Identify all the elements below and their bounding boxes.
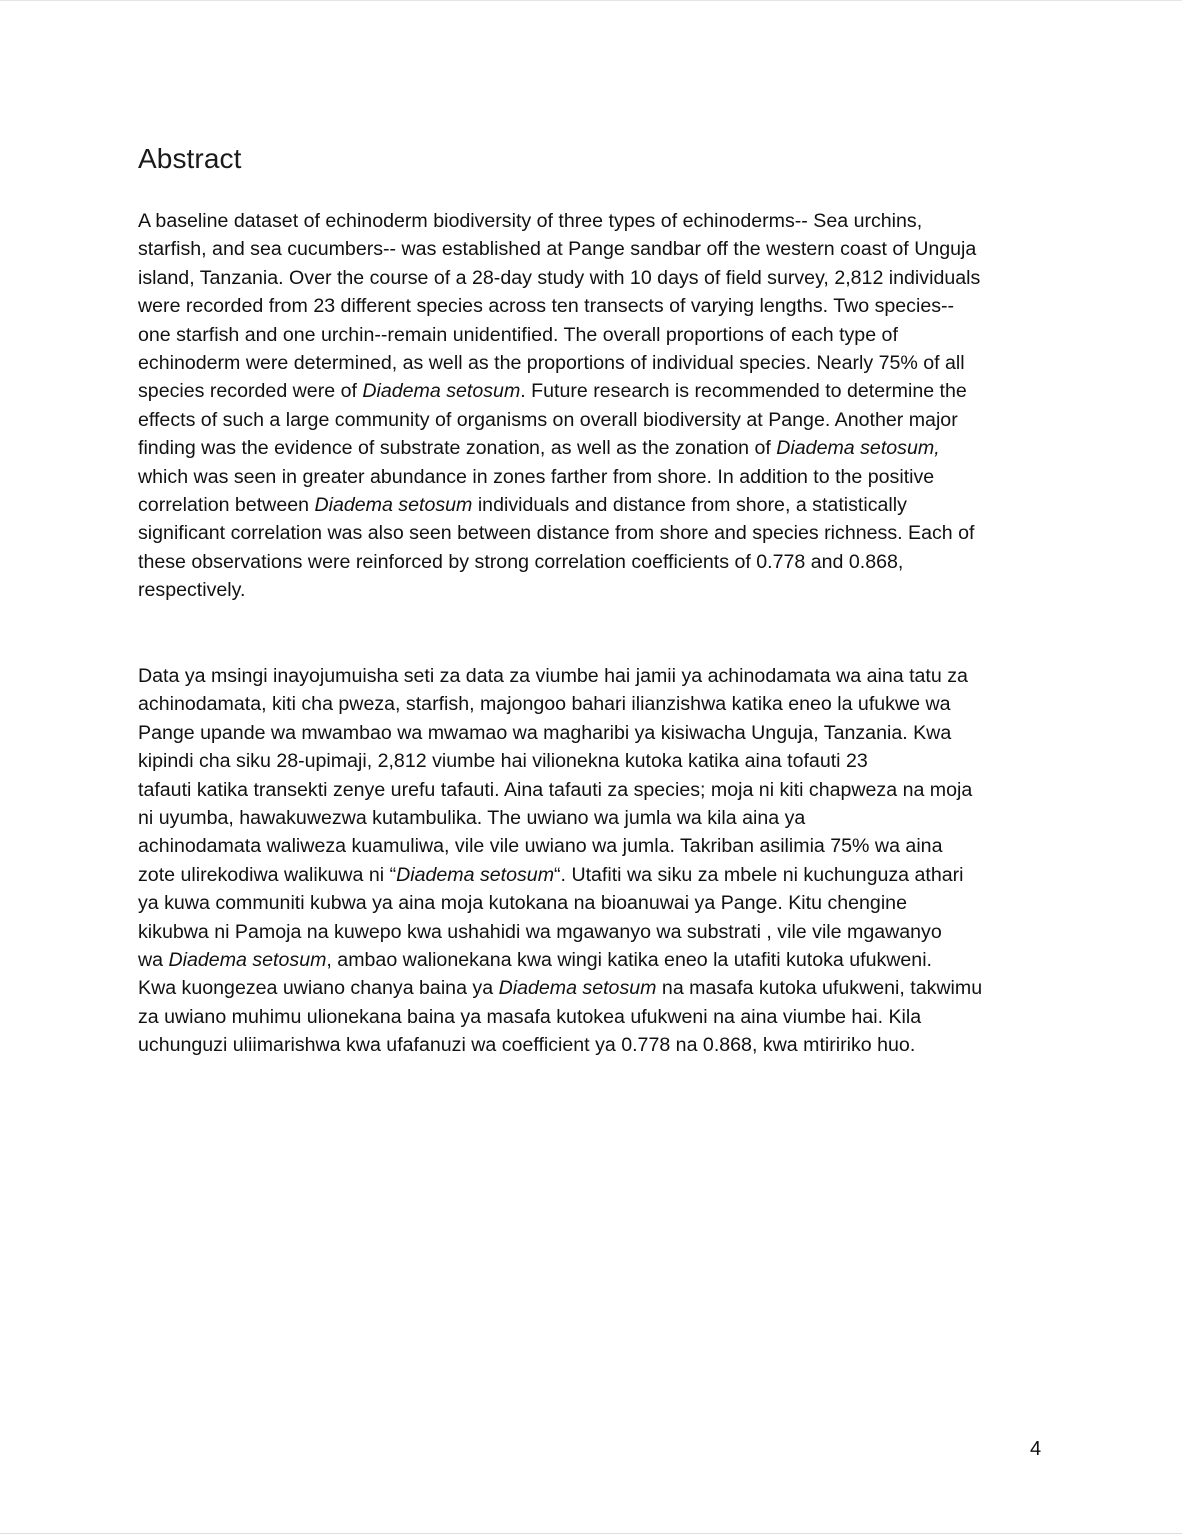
text-run: species recorded were of — [138, 380, 363, 403]
paragraph-line — [138, 434, 1053, 462]
text-run: . Future research is recommended to determine the — [520, 380, 967, 403]
text-run: respectively. — [138, 579, 246, 602]
text-run: echinoderm were determined, as well as the proportions of individual species. Nearly 75% of all — [138, 351, 965, 374]
paragraph-line — [138, 804, 1053, 832]
text-run: Kwa kuongezea uwiano chanya baina ya — [138, 977, 499, 1000]
text-run: finding was the evidence of substrate zonation, as well as the zonation of — [138, 437, 777, 460]
text-run: wa — [138, 948, 169, 971]
paragraph-line — [138, 861, 1053, 889]
paragraph-line — [138, 207, 1053, 235]
text-run: were recorded from 23 different species across ten transects of varying lengths. Two species-- — [138, 295, 955, 318]
text-run: uchunguzi uliimarishwa kwa ufafanuzi wa coefficient ya 0.778 na 0.868, kwa mtiririko huo. — [138, 1034, 916, 1057]
text-run: na masafa kutoka ufukweni, takwimu — [656, 977, 983, 1000]
paragraph-line — [138, 377, 1053, 405]
paragraph-line — [138, 889, 1053, 917]
text-run: kikubwa ni Pamoja na kuwepo kwa ushahidi wa mgawanyo wa substrati , vile vile mgawanyo — [138, 920, 942, 943]
paragraph-line — [138, 576, 1053, 604]
text-run: individuals and distance from shore, a statistically — [472, 493, 907, 516]
text-run: ya kuwa communiti kubwa ya aina moja kutokana na bioanuwai ya Pange. Kitu chengine — [138, 892, 907, 915]
text-run: tafauti katika transekti zenye urefu tafauti. Aina tafauti za species; moja ni kiti chapweza na moja — [138, 778, 973, 801]
italic-species-name: Diadema setosum — [362, 380, 521, 403]
paragraph-line — [138, 491, 1053, 519]
text-run: zote ulirekodiwa walikuwa ni “ — [138, 863, 397, 886]
swahili-abstract-paragraph — [138, 662, 1053, 1059]
paragraph-line — [138, 292, 1053, 320]
paragraph-line — [138, 1031, 1053, 1059]
text-run: achinodamata waliweza kuamuliwa, vile vile uwiano wa jumla. Takriban asilimia 75% wa aina — [138, 835, 943, 858]
italic-species-name: Diadema setosum, — [776, 437, 940, 460]
abstract-heading: Abstract — [138, 143, 242, 174]
italic-species-name: Diadema setosum — [396, 863, 555, 886]
text-run: these observations were reinforced by strong correlation coefficients of 0.778 and 0.868, — [138, 550, 904, 573]
paragraph-line — [138, 406, 1053, 434]
paragraph-line — [138, 463, 1053, 491]
paragraph-line — [138, 776, 1053, 804]
text-run: Pange upande wa mwambao wa mwamao wa magharibi ya kisiwacha Unguja, Tanzania. Kwa — [138, 721, 952, 744]
text-run: kipindi cha siku 28-upimaji, 2,812 viumbe hai vilionekna kutoka katika aina tofauti 23 — [138, 750, 868, 773]
text-run: , ambao walionekana kwa wingi katika eneo la utafiti kutoka ufukweni. — [326, 948, 933, 971]
text-run: starfish, and sea cucumbers-- was established at Pange sandbar off the western coast of Unguja — [138, 238, 977, 261]
page-number: 4 — [1030, 1438, 1042, 1460]
paragraph-line — [138, 235, 1053, 263]
text-run: which was seen in greater abundance in zones farther from shore. In addition to the positive — [138, 465, 935, 488]
paragraph-line — [138, 349, 1053, 377]
paragraph-line — [138, 946, 1053, 974]
text-run: island, Tanzania. Over the course of a 28-day study with 10 days of field survey, 2,812 individuals — [138, 266, 981, 289]
paragraph-line — [138, 918, 1053, 946]
text-run: “. Utafiti wa siku za mbele ni kuchunguza athari — [554, 863, 964, 886]
text-run: effects of such a large community of organisms on overall biodiversity at Pange. Another major — [138, 408, 958, 431]
paragraph-line — [138, 264, 1053, 292]
paragraph-line — [138, 321, 1053, 349]
text-run: one starfish and one urchin--remain unidentified. The overall proportions of each type of — [138, 323, 898, 346]
paragraph-line — [138, 690, 1053, 718]
paragraph-line — [138, 662, 1053, 690]
paragraph-line — [138, 832, 1053, 860]
italic-species-name: Diadema setosum — [498, 977, 657, 1000]
text-run: ni uyumba, hawakuwezwa kutambulika. The uwiano wa jumla wa kila aina ya — [138, 806, 806, 829]
text-run: significant correlation was also seen between distance from shore and species richness. Each of — [138, 522, 975, 545]
english-abstract-paragraph — [138, 207, 1053, 604]
italic-species-name: Diadema setosum — [314, 493, 473, 516]
paragraph-line — [138, 519, 1053, 547]
text-run: achinodamata, kiti cha pweza, starfish, majongoo bahari ilianzishwa katika eneo la ufukwe wa — [138, 693, 951, 716]
paragraph-line — [138, 1003, 1053, 1031]
text-run: A baseline dataset of echinoderm biodiversity of three types of echinoderms-- Sea urchins, — [138, 210, 923, 232]
paragraph-line — [138, 747, 1053, 775]
paragraph-line — [138, 719, 1053, 747]
paragraph-line — [138, 974, 1053, 1002]
italic-species-name: Diadema setosum — [168, 948, 327, 971]
paragraph-line — [138, 548, 1053, 576]
text-run: Data ya msingi inayojumuisha seti za data za viumbe hai jamii ya achinodamata wa aina tatu za — [138, 665, 968, 687]
text-run: za uwiano muhimu ulionekana baina ya masafa kutokea ufukweni na aina viumbe hai. Kila — [138, 1005, 922, 1028]
text-run: correlation between — [138, 493, 315, 516]
